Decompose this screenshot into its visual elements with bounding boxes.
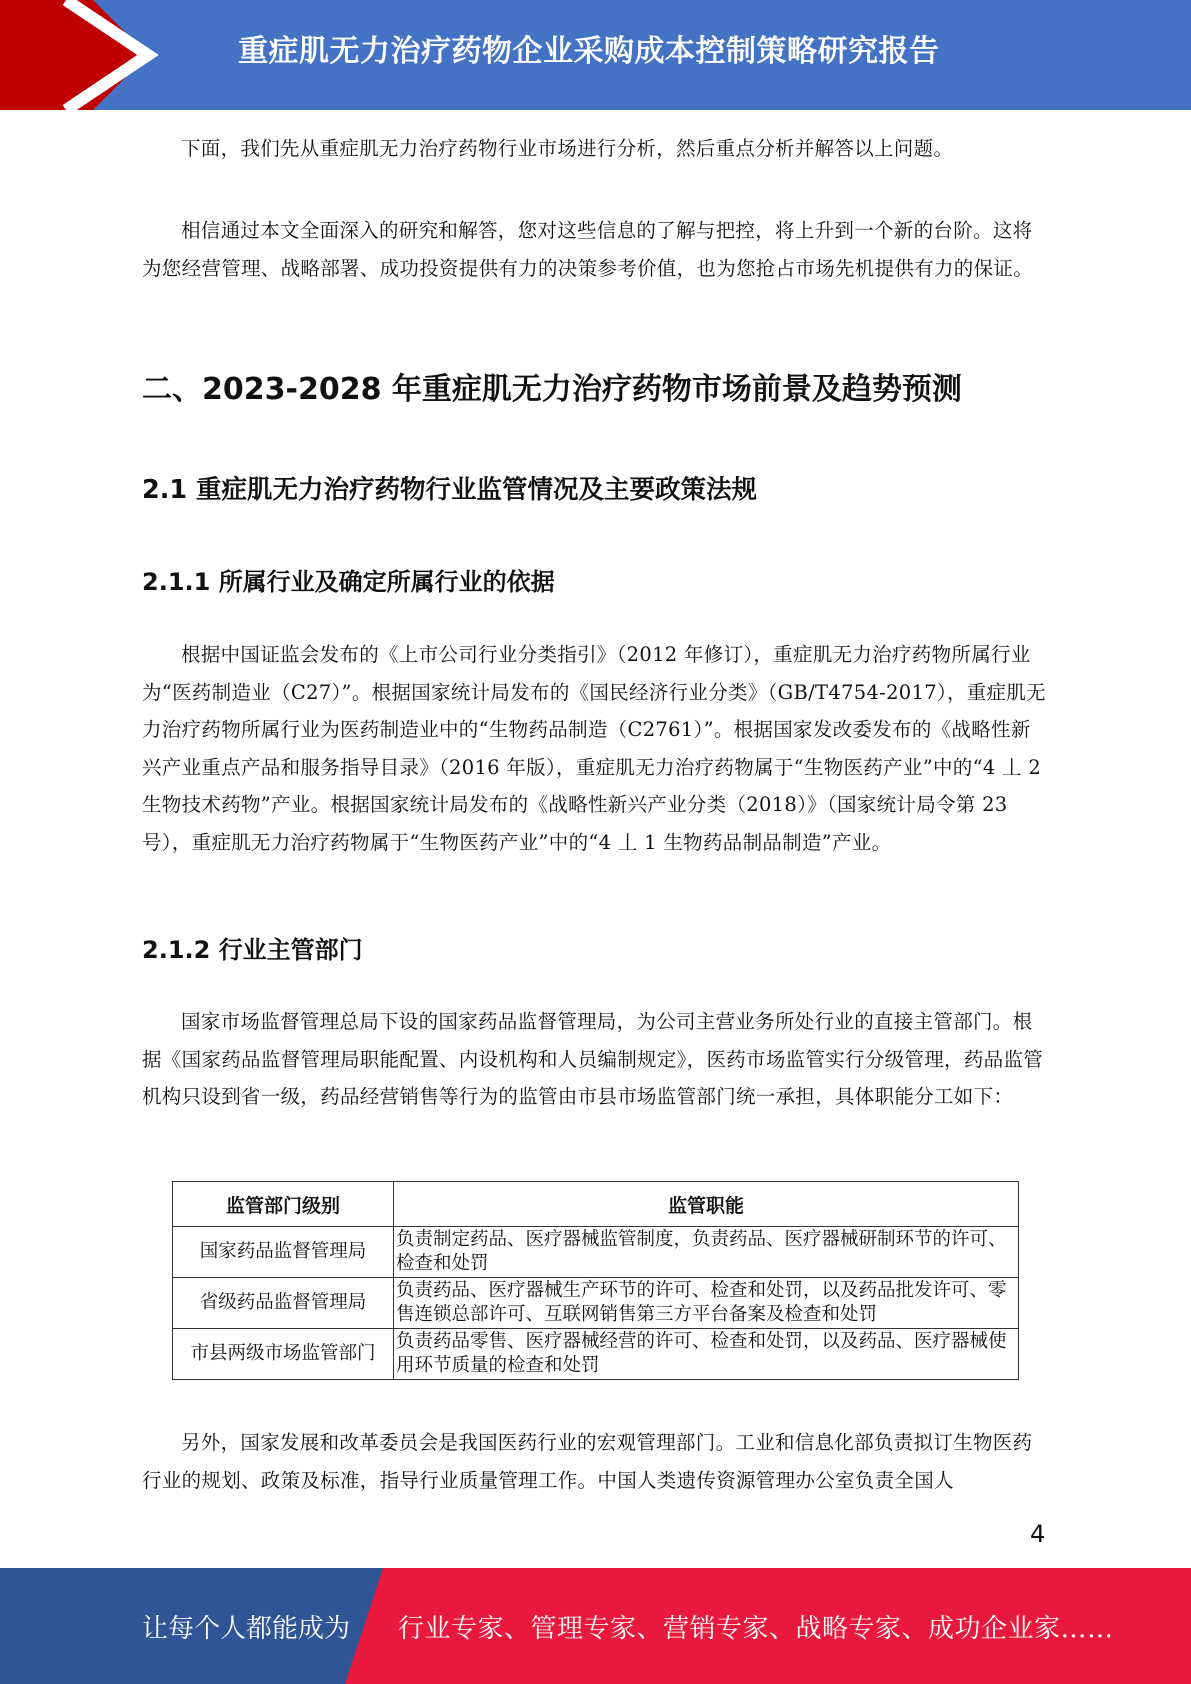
subsection-heading-2-1-2: 2.1.2 行业主管部门: [142, 936, 363, 964]
table-cell-duty: 负责药品零售、医疗器械经营的许可、检查和处罚，以及药品、医疗器械使用环节质量的检查和处罚: [394, 1329, 1019, 1380]
header-title: 重症肌无力治疗药物企业采购成本控制策略研究报告: [238, 34, 940, 69]
table-row: [173, 1278, 1019, 1329]
paragraph-value: 相信通过本文全面深入的研究和解答，您对这些信息的了解与把控，将上升到一个新的台阶。这将为您经营管理、战略部署、成功投资提供有力的决策参考价值，也为您抢占市场先机提供有力的保证。: [142, 219, 1034, 280]
section-heading-2: 二、2023-2028 年重症肌无力治疗药物市场前景及趋势预测: [142, 372, 962, 407]
paragraph-intro: 下面，我们先从重症肌无力治疗药物行业市场进行分析，然后重点分析并解答以上问题。: [181, 137, 954, 160]
table-row: [173, 1329, 1019, 1380]
regulatory-table: [172, 1181, 1019, 1380]
table-cell-duty: 负责药品、医疗器械生产环节的许可、检查和处罚，以及药品批发许可、零售连锁总部许可、互联网销售第三方平台备案及检查和处罚: [394, 1278, 1019, 1329]
table-cell-duty: 负责制定药品、医疗器械监管制度，负责药品、医疗器械研制环节的许可、检查和处罚: [394, 1227, 1019, 1278]
paragraph-industry-basis: 根据中国证监会发布的《上市公司行业分类指引》（2012 年修订），重症肌无力治疗药物所属行业为“医药制造业（C27）”。根据国家统计局发布的《国民经济行业分类》（GB/T4754-2017），重症肌无力治疗药物所属行业为医药制造业中的“生物药品制造（C2761）”。根据国家发改委发布的《战略性新兴产业重点产品和服务指导目录》（2016 年版），重症肌无力治疗药物属于“生物医药产业”中的“4 丄 2 生物技术药物”产业。根据国家统计局发布的《战略性新兴产业分类（2018）》（国家统计局令第 23 号），重症肌无力治疗药物属于“生物医药产业”中的“4 丄 1 生物药品制品制造”产业。: [142, 643, 1046, 854]
subsection-heading-2-1-1: 2.1.1 所属行业及确定所属行业的依据: [142, 568, 555, 596]
paragraph-regulator: 国家市场监督管理总局下设的国家药品监督管理局，为公司主营业务所处行业的直接主管部门。根据《国家药品监督管理局职能配置、内设机构和人员编制规定》，医药市场监管实行分级管理，药品监管机构只设到省一级，药品经营销售等行为的监管由市县市场监管部门统一承担，具体职能分工如下：: [142, 1010, 1044, 1108]
paragraph-other-regulators: 另外，国家发展和改革委员会是我国医药行业的宏观管理部门。工业和信息化部负责拟订生物医药行业的规划、政策及标准，指导行业质量管理工作。中国人类遗传资源管理办公室负责全国人: [142, 1431, 1033, 1492]
footer-slogan-right: 行业专家、管理专家、营销专家、战略专家、成功企业家……: [398, 1614, 1114, 1644]
table-header-level: 监管部门级别: [173, 1182, 394, 1227]
table-cell-level: 省级药品监督管理局: [173, 1278, 394, 1329]
table-header-row: [173, 1182, 1019, 1227]
table-cell-level: 国家药品监督管理局: [173, 1227, 394, 1278]
page-number: 4: [1030, 1520, 1046, 1548]
page-header: [0, 0, 1191, 110]
page-footer: [0, 1568, 1191, 1684]
table-cell-level: 市县两级市场监管部门: [173, 1329, 394, 1380]
table-row: [173, 1227, 1019, 1278]
footer-slogan-left: 让每个人都能成为: [142, 1614, 351, 1644]
subsection-heading-2-1: 2.1 重症肌无力治疗药物行业监管情况及主要政策法规: [142, 475, 758, 505]
table-header-duty: 监管职能: [394, 1182, 1019, 1227]
